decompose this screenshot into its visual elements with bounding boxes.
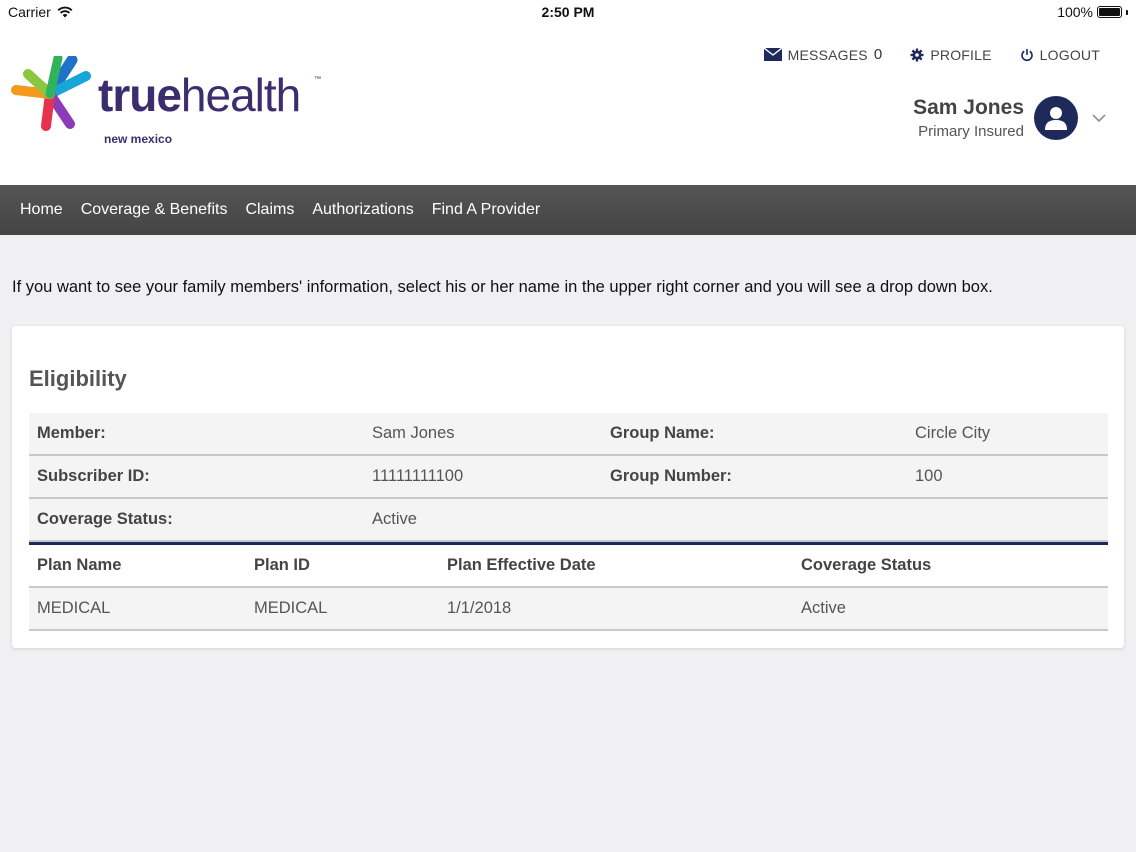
messages-link[interactable]: [764, 46, 883, 63]
eligibility-card: [12, 326, 1124, 648]
brand-wordmark: [98, 69, 301, 121]
table-row: [29, 456, 1108, 499]
group-name-label: Group Name:: [610, 424, 715, 442]
brand-name-regular: health: [180, 69, 301, 121]
status-bar: [0, 0, 1136, 24]
table-row: [29, 413, 1108, 456]
clock: 2:50 PM: [541, 4, 595, 20]
user-icon: [1043, 105, 1069, 131]
nav-item-find-a-provider[interactable]: Find A Provider: [431, 201, 541, 218]
profile-label: PROFILE: [930, 46, 992, 63]
logout-label: LOGOUT: [1039, 46, 1100, 63]
trademark-mark: ™: [314, 76, 321, 83]
logout-link[interactable]: [1020, 46, 1100, 63]
column-header: Plan ID: [254, 556, 310, 574]
table-header-row: [29, 545, 1108, 588]
plan-name-cell: MEDICAL: [37, 599, 111, 617]
messages-label: MESSAGES: [787, 46, 868, 63]
true-health-star-icon: [10, 56, 92, 132]
nav-item-coverage-benefits[interactable]: Coverage & Benefits: [80, 201, 228, 218]
power-icon: [1020, 48, 1034, 62]
brand-name-bold: true: [98, 69, 181, 121]
utility-nav: [764, 46, 1100, 63]
user-info: [913, 96, 1024, 140]
plan-coverage-status-cell: Active: [801, 599, 846, 617]
nav-item-claims[interactable]: Claims: [245, 201, 295, 218]
subscriber-id-value: 11111111100: [372, 467, 464, 485]
site-header: [0, 24, 1136, 185]
gear-icon: [910, 48, 924, 62]
main-nav: [0, 185, 1136, 235]
plan-id-cell: MEDICAL: [254, 599, 328, 617]
member-value: Sam Jones: [372, 424, 455, 442]
battery-percent: 100%: [1057, 4, 1093, 20]
avatar[interactable]: [1034, 96, 1078, 140]
member-label: Member:: [37, 424, 106, 442]
eligibility-table: [29, 413, 1108, 542]
coverage-status-value: Active: [372, 510, 417, 528]
card-title: Eligibility: [29, 366, 127, 391]
brand-logo[interactable]: [10, 56, 92, 132]
chevron-down-icon[interactable]: [1092, 113, 1106, 123]
group-number-value: 100: [915, 467, 943, 485]
envelope-icon: [764, 48, 782, 61]
coverage-status-label: Coverage Status:: [37, 510, 173, 528]
user-menu[interactable]: [913, 96, 1106, 140]
group-name-value: Circle City: [915, 424, 991, 442]
column-header: Plan Name: [37, 556, 122, 574]
subscriber-id-label: Subscriber ID:: [37, 467, 150, 485]
brand-subtitle: new mexico: [104, 132, 173, 146]
column-header: Plan Effective Date: [447, 556, 596, 574]
user-role: Primary Insured: [918, 123, 1024, 140]
plan-table: [29, 542, 1108, 631]
table-row: [29, 588, 1108, 631]
intro-text: If you want to see your family members' information, select his or her name in the upper right corner and you will see a drop down box.: [12, 278, 993, 296]
plan-effective-date-cell: 1/1/2018: [447, 599, 512, 617]
carrier-label: Carrier: [8, 4, 51, 20]
profile-link[interactable]: [910, 46, 991, 63]
nav-item-home[interactable]: Home: [20, 201, 63, 218]
user-name: Sam Jones: [913, 96, 1024, 119]
table-row: [29, 499, 1108, 542]
battery-icon: [1097, 6, 1122, 18]
messages-count: 0: [873, 46, 883, 63]
column-header: Coverage Status: [801, 556, 932, 574]
battery-indicator: [1057, 4, 1128, 20]
group-number-label: Group Number:: [610, 467, 732, 485]
nav-item-authorizations[interactable]: Authorizations: [312, 201, 414, 218]
